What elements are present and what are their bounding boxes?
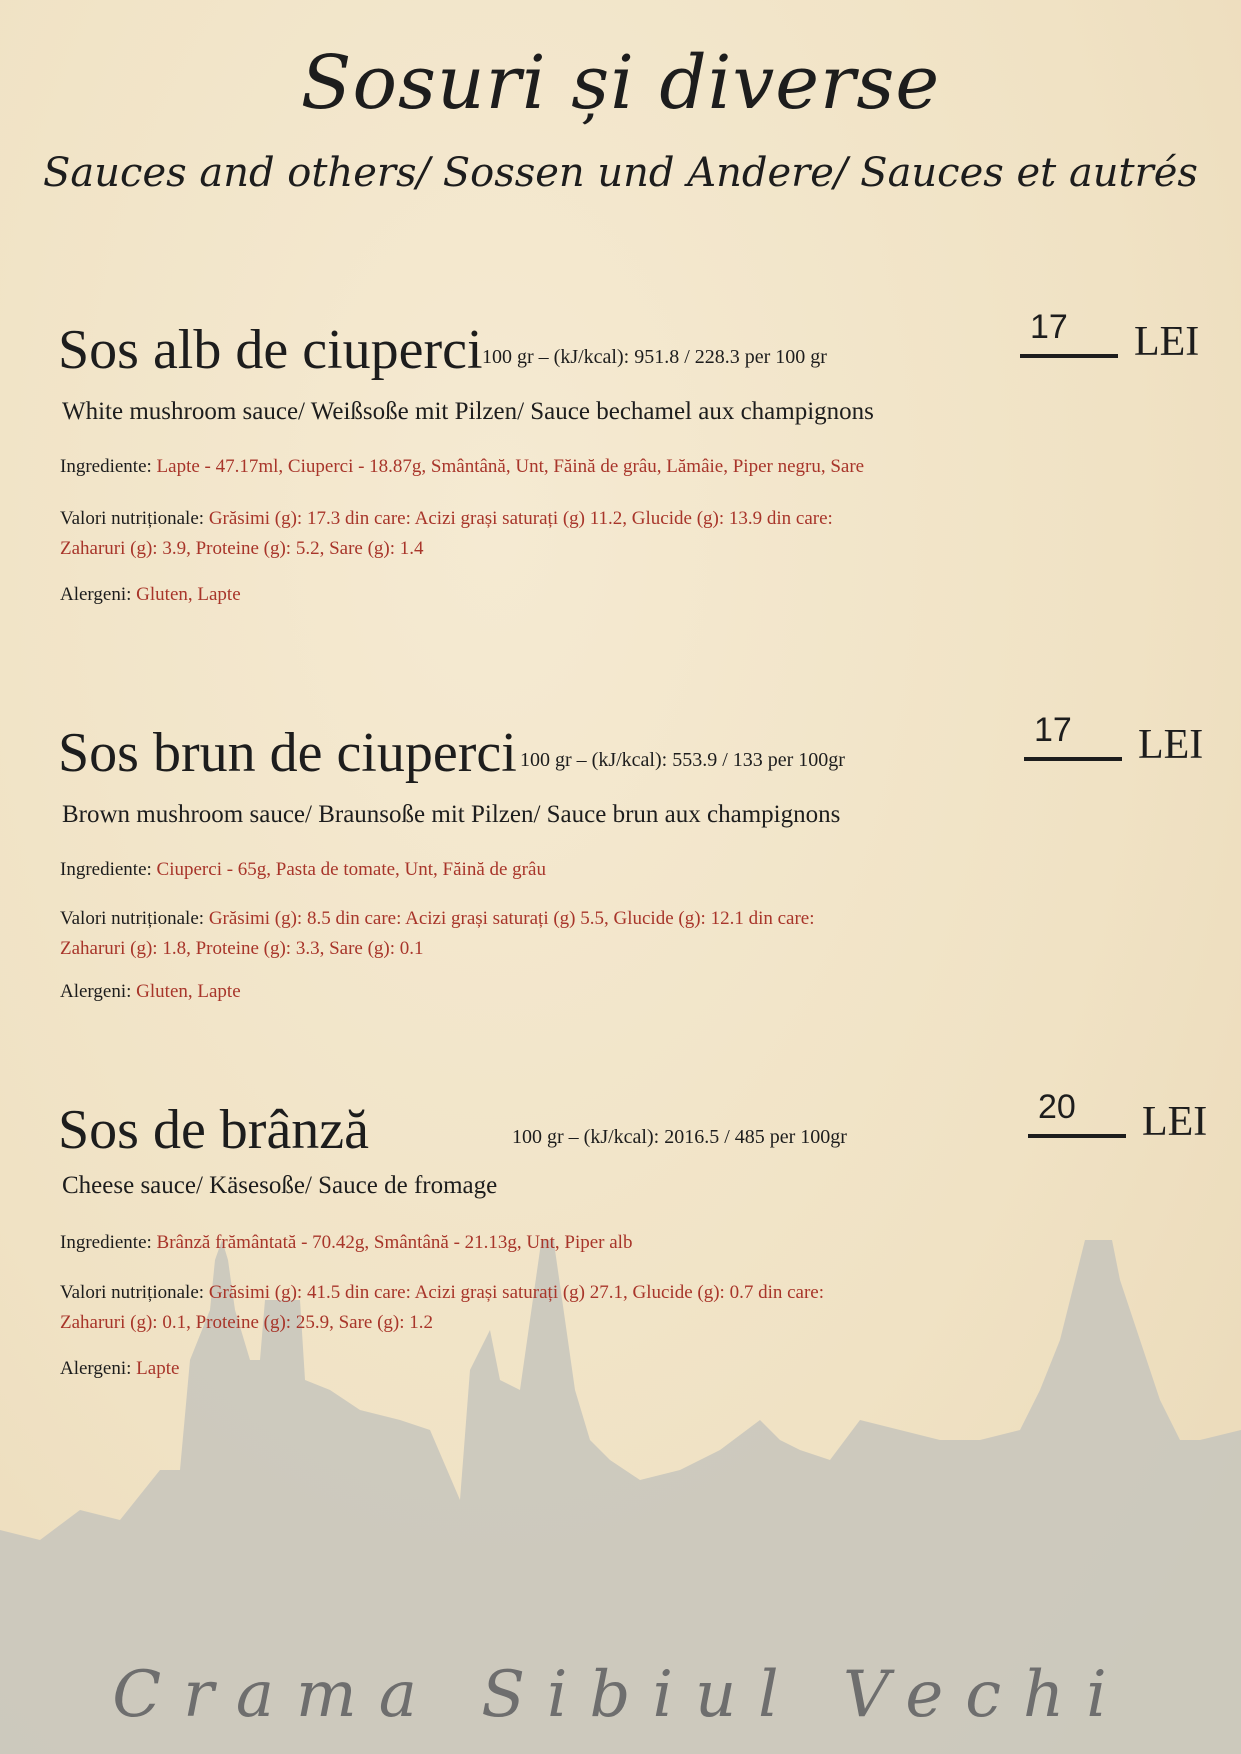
nutrition-value: Grăsimi (g): 41.5 din care: Acizi grași saturați (g) 27.1, Glucide (g): 0.7 din care: (208, 1282, 825, 1303)
allergens-label: Alergeni: (60, 584, 132, 605)
nutrition-value-cont: Zaharuri (g): 0.1, Proteine (g): 25.9, Sare (g): 1.2 (60, 1312, 434, 1333)
price-currency: LEI (1134, 319, 1200, 365)
ingredients-value: Lapte - 47.17ml, Ciuperci - 18.87g, Smântână, Unt, Făină de grâu, Lămâie, Piper negru, Sare (156, 456, 865, 477)
price-value: 17 (1030, 308, 1068, 346)
item-nutrition-cont (60, 938, 424, 960)
allergens-value: Gluten, Lapte (136, 981, 241, 1002)
item-translation: Cheese sauce/ Käsesoße/ Sauce de fromage (62, 1172, 498, 1199)
item-energy: 100 gr – (kJ/kcal): 2016.5 / 485 per 100gr (512, 1126, 847, 1148)
nutrition-value-cont: Zaharuri (g): 1.8, Proteine (g): 3.3, Sare (g): 0.1 (60, 938, 424, 959)
price-underline (1028, 1134, 1126, 1138)
item-energy: 100 gr – (kJ/kcal): 951.8 / 228.3 per 100 gr (482, 346, 827, 368)
ingredients-label: Ingrediente: (60, 1232, 152, 1253)
ingredients-value: Ciuperci - 65g, Pasta de tomate, Unt, Făină de grâu (156, 859, 546, 880)
price-currency: LEI (1142, 1099, 1208, 1145)
nutrition-value: Grăsimi (g): 17.3 din care: Acizi grași saturați (g) 11.2, Glucide (g): 13.9 din care: (208, 508, 833, 529)
ingredients-label: Ingrediente: (60, 456, 152, 477)
nutrition-label: Valori nutriționale: (60, 908, 205, 929)
item-ingredients (60, 456, 864, 478)
item-allergens (60, 584, 241, 606)
allergens-label: Alergeni: (60, 981, 132, 1002)
item-nutrition (60, 908, 815, 930)
nutrition-label: Valori nutriționale: (60, 508, 205, 529)
item-name: Sos brun de ciuperci (58, 722, 517, 784)
ingredients-value: Brânză frământată - 70.42g, Smântână - 21.13g, Unt, Piper alb (156, 1232, 633, 1253)
nutrition-value: Grăsimi (g): 8.5 din care: Acizi grași saturați (g) 5.5, Glucide (g): 12.1 din care: (208, 908, 815, 929)
item-translation: Brown mushroom sauce/ Braunsoße mit Pilzen/ Sauce brun aux champignons (62, 801, 841, 828)
allergens-value: Lapte (136, 1358, 180, 1379)
page-title: Sosuri și diverse (300, 40, 941, 126)
allergens-value: Gluten, Lapte (136, 584, 241, 605)
item-nutrition-cont (60, 538, 424, 560)
item-name: Sos de brânză (58, 1099, 370, 1161)
allergens-label: Alergeni: (60, 1358, 132, 1379)
item-allergens (60, 981, 241, 1003)
item-ingredients (60, 1232, 632, 1254)
item-ingredients (60, 859, 546, 881)
price-value: 20 (1038, 1088, 1076, 1126)
price-underline (1020, 354, 1118, 358)
page-subtitle: Sauces and others/ Sossen und Andere/ Sauces et autrés (43, 150, 1198, 196)
item-allergens (60, 1358, 179, 1380)
ingredients-label: Ingrediente: (60, 859, 152, 880)
restaurant-name-footer: Crama Sibiul Vechi (112, 1658, 1129, 1732)
item-translation: White mushroom sauce/ Weißsoße mit Pilzen/ Sauce bechamel aux champignons (62, 398, 874, 425)
price-currency: LEI (1138, 722, 1204, 768)
item-energy: 100 gr – (kJ/kcal): 553.9 / 133 per 100gr (520, 749, 845, 771)
item-nutrition-cont (60, 1312, 433, 1334)
item-name: Sos alb de ciuperci (58, 319, 483, 381)
nutrition-label: Valori nutriționale: (60, 1282, 205, 1303)
nutrition-value-cont: Zaharuri (g): 3.9, Proteine (g): 5.2, Sare (g): 1.4 (60, 538, 424, 559)
price-underline (1024, 757, 1122, 761)
item-nutrition (60, 508, 833, 530)
price-value: 17 (1034, 711, 1072, 749)
item-nutrition (60, 1282, 824, 1304)
